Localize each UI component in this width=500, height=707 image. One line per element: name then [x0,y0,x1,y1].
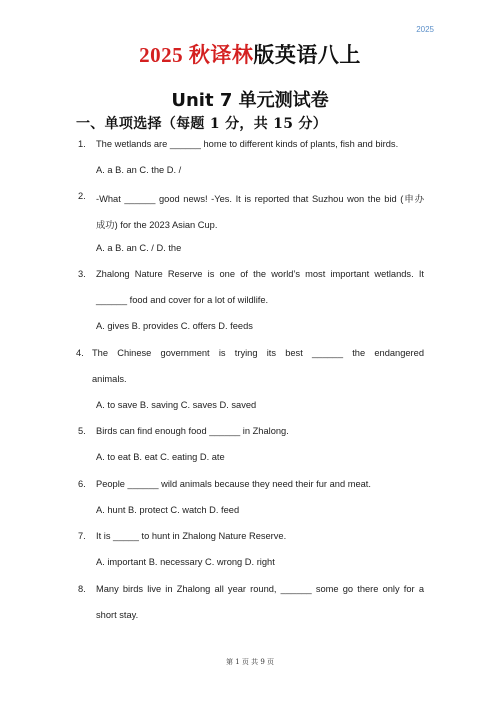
question-number: 1. [78,139,86,149]
section-heading: 一、单项选择（每题 1 分，共 15 分） [76,116,328,132]
question-text-continued: animals. [92,374,127,384]
question-text: The Chinese government is trying its best ______ the endangered [92,348,424,358]
question-text: -What ______ good news! -Yes. It is reported that Suzhou won the bid (申办 [96,194,424,204]
question-text-continued: 成功) for the 2023 Asian Cup. [96,220,218,230]
answer-options: A. to eat B. eat C. eating D. ate [96,452,225,462]
question-text: It is _____ to hunt in Zhalong Nature Reserve. [96,531,287,541]
page-title [0,39,500,69]
question-number: 6. [78,479,86,489]
answer-options: A. a B. an C. the D. / [96,165,182,175]
corner-year-label: 2025 [416,25,434,34]
question-number: 7. [78,531,86,541]
question-text: The wetlands are ______ home to different kinds of plants, fish and birds. [96,139,399,149]
answer-options: A. important B. necessary C. wrong D. right [96,557,275,567]
title-red-part: 2025 秋译林 [139,43,254,67]
answer-options: A. gives B. provides C. offers D. feeds [96,321,253,331]
question-number: 8. [78,584,86,594]
question-number: 5. [78,426,86,436]
page-footer: 第 1 页 共 9 页 [225,658,275,666]
answer-options: A. a B. an C. / D. the [96,243,182,253]
question-text-continued: ______ food and cover for a lot of wildlife. [96,295,269,305]
question-text-continued: short stay. [96,610,139,620]
title-black-part: 版英语八上 [253,42,361,67]
question-text: Many birds live in Zhalong all year round, ______ some go there only for a [96,584,424,594]
question-text: Zhalong Nature Reserve is one of the world’s most important wetlands. It [96,269,424,279]
question-text: People ______ wild animals because they need their fur and meat. [96,479,371,489]
unit-subtitle: Unit 7 单元测试卷 [171,90,329,111]
question-text: Birds can find enough food ______ in Zhalong. [96,426,289,436]
question-number: 3. [78,269,86,279]
answer-options: A. hunt B. protect C. watch D. feed [96,505,240,515]
answer-options: A. to save B. saving C. saves D. saved [96,400,257,410]
question-number: 2. [78,191,86,201]
question-number: 4. [76,348,84,358]
